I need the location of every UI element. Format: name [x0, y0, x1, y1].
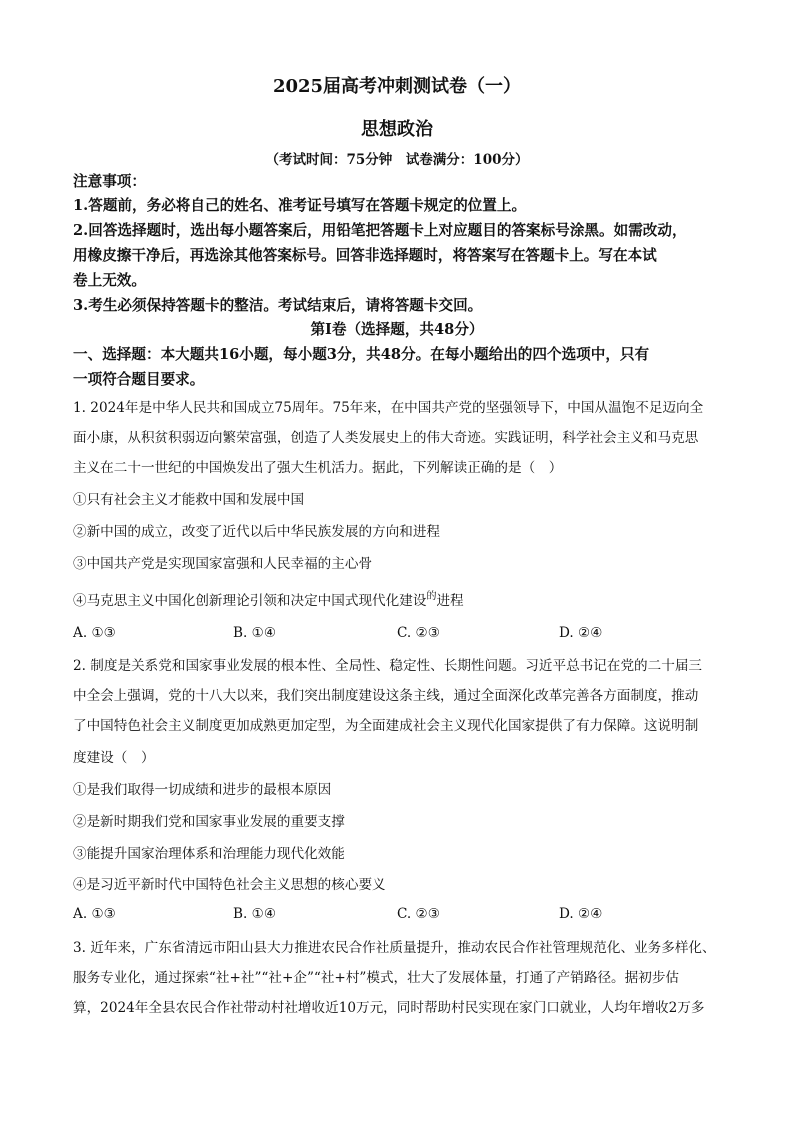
notice-line: 2.回答选择题时，选出每小题答案后，用铅笔把答题卡上对应题目的答案标号涂黑。如需改动，	[73, 222, 687, 239]
option-d: D. ②④	[559, 906, 603, 922]
question-2-options	[73, 906, 733, 926]
item-text: ④马克思主义中国化创新理论引领和决定中国式现代化建设	[73, 593, 427, 609]
question-3-stem: 算，2024年全县农民合作社带动村社增收近10万元，同时帮助村民实现在家门口就业，人均年增收2万多	[73, 1000, 705, 1016]
question-2-item: ④是习近平新时代中国特色社会主义思想的核心要义	[73, 877, 386, 893]
question-1-item: ①只有社会主义才能救中国和发展中国	[73, 492, 305, 508]
notice-line: 3.考生必须保持答题卡的整洁。考试结束后，请将答题卡交回。	[73, 297, 483, 314]
question-1-item: ②新中国的成立，改变了近代以后中华民族发展的方向和进程	[73, 524, 441, 540]
notice-line: 卷上无效。	[73, 272, 146, 289]
question-2-item: ①是我们取得一切成绩和进步的最根本原因	[73, 782, 332, 798]
question-2-stem: 2. 制度是关系党和国家事业发展的根本性、全局性、稳定性、长期性问题。习近平总书记在党的二十届三	[73, 658, 703, 674]
option-c: C. ②③	[397, 625, 440, 641]
question-1-options	[73, 625, 733, 645]
question-1-stem: 主义在二十一世纪的中国焕发出了强大生机活力。据此，下列解读正确的是（ ）	[73, 460, 563, 476]
option-b: B. ①④	[233, 625, 277, 641]
option-a: A. ①③	[73, 625, 116, 641]
item-text: 进程	[436, 593, 464, 609]
notice-heading: 注意事项：	[73, 173, 146, 190]
question-2-stem: 度建设（ ）	[73, 750, 155, 766]
subject-title: 思想政治	[361, 119, 433, 140]
question-2-stem: 中全会上强调，党的十八大以来，我们突出制度建设这条主线，通过全面深化改革完善各方面制度，推动	[73, 688, 699, 704]
question-3-stem: 服务专业化，通过探索“社+社”“社+企”“社+村”模式，壮大了发展体量，打通了产销路径。据初步估	[73, 970, 680, 986]
exam-info: （考试时间：75分钟 试卷满分：100分）	[265, 152, 529, 168]
question-2-item: ②是新时期我们党和国家事业发展的重要支撑	[73, 814, 345, 830]
question-2-stem: 了中国特色社会主义制度更加成熟更加定型，为全面建成社会主义现代化国家提供了有力保障。这说明制	[73, 718, 699, 734]
section-instruction: 一、选择题：本大题共16小题，每小题3分，共48分。在每小题给出的四个选项中，只有	[73, 346, 650, 363]
question-1-stem: 面小康，从积贫积弱迈向繁荣富强，创造了人类发展史上的伟大奇迹。实践证明，科学社会主义和马克思	[73, 430, 699, 446]
exam-title: 2025届高考冲刺测试卷（一）	[272, 76, 522, 97]
section-instruction: 一项符合题目要求。	[73, 371, 205, 388]
option-b: B. ①④	[233, 906, 277, 922]
question-1-stem: 1. 2024年是中华人民共和国成立75周年。75年来，在中国共产党的坚强领导下，中国从温饱不足迈向全	[73, 400, 704, 416]
question-1-item: ③中国共产党是实现国家富强和人民幸福的主心骨	[73, 556, 373, 572]
section-title: 第Ⅰ卷（选择题，共48分）	[310, 321, 484, 338]
question-2-item: ③能提升国家治理体系和治理能力现代化效能	[73, 846, 345, 862]
question-3-stem: 3. 近年来，广东省清远市阳山县大力推进农民合作社质量提升，推动农民合作社管理规范化、业务多样化、	[73, 940, 716, 956]
option-d: D. ②④	[559, 625, 603, 641]
question-1-item	[73, 591, 733, 613]
option-c: C. ②③	[397, 906, 440, 922]
item-superscript: 的	[426, 591, 437, 602]
notice-line: 用橡皮擦干净后，再选涂其他答案标号。回答非选择题时，将答案写在答题卡上。写在本试	[73, 247, 657, 264]
notice-line: 1.答题前，务必将自己的姓名、准考证号填写在答题卡规定的位置上。	[73, 197, 527, 214]
option-a: A. ①③	[73, 906, 116, 922]
